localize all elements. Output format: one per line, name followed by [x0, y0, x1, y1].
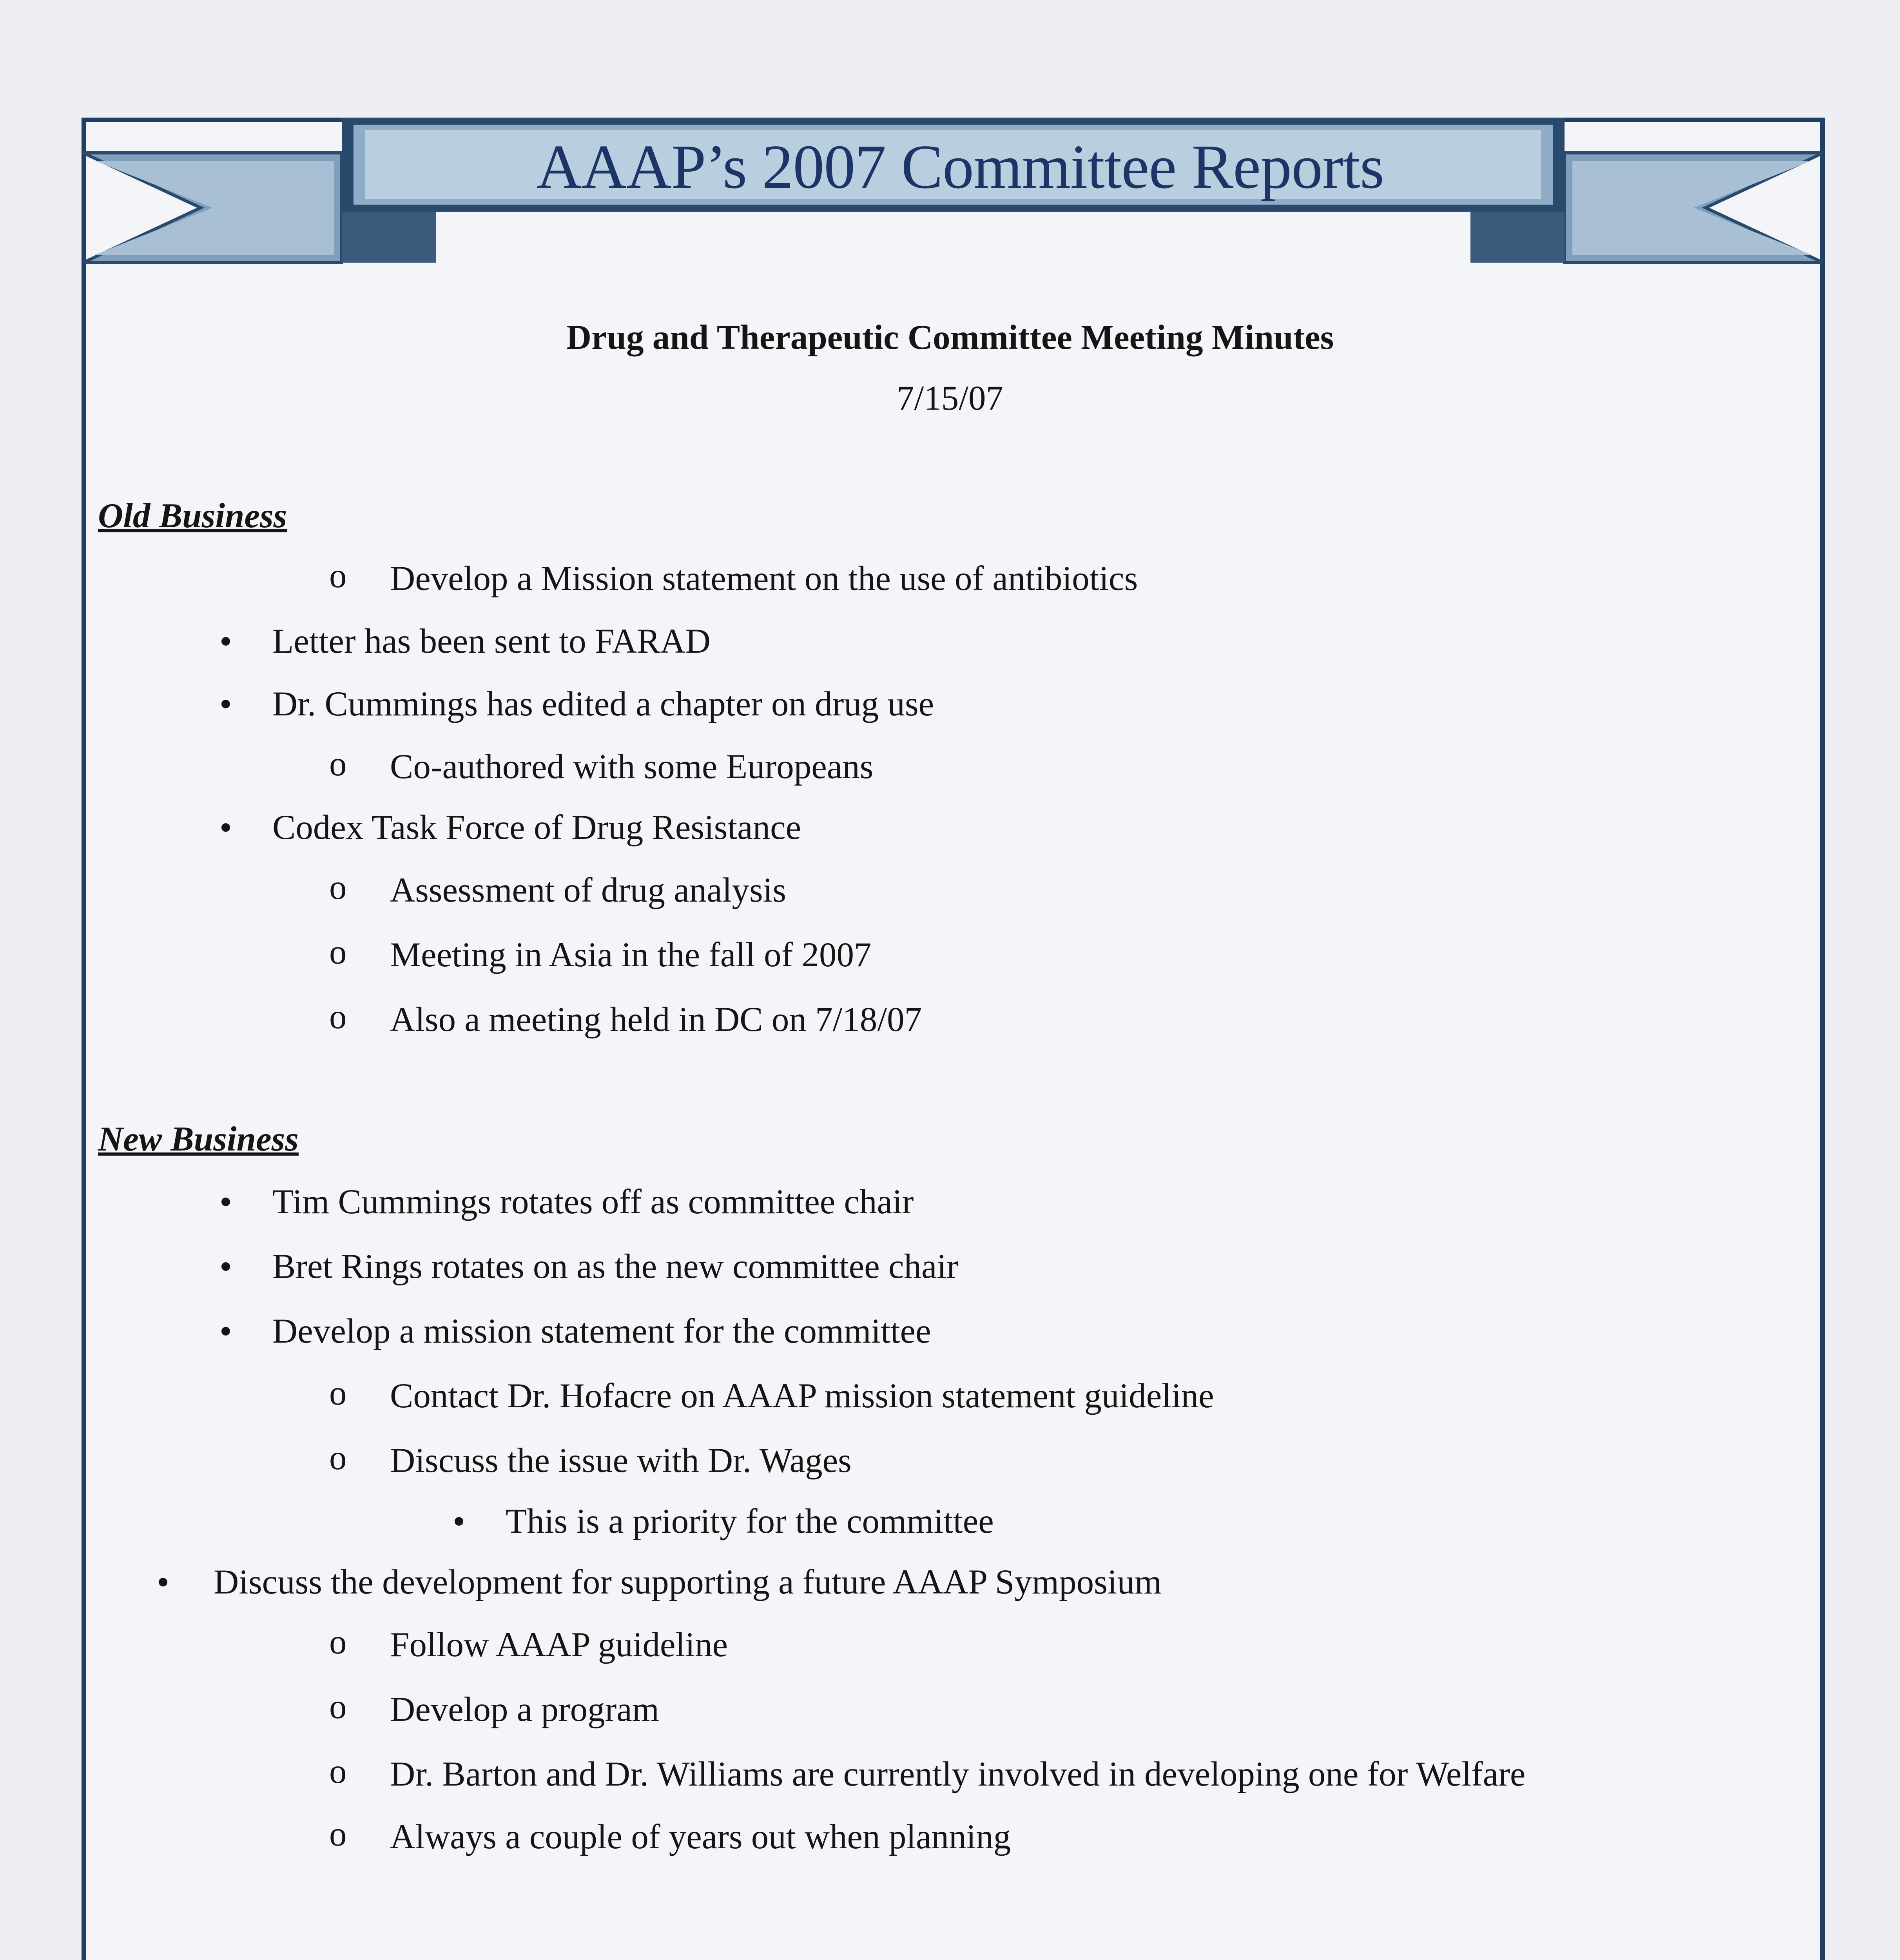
bullet-dot: [221, 1262, 230, 1271]
list-item: o Follow AAAP guideline: [329, 1623, 728, 1664]
hollow-bullet: o: [329, 1752, 347, 1791]
list-item: o Discuss the issue with Dr. Wages: [329, 1439, 852, 1480]
list-item: Develop a mission statement for the committee: [272, 1311, 931, 1351]
old-business-heading: Old Business: [98, 497, 287, 535]
bullet-dot: [221, 637, 230, 646]
bullet-dot: [221, 823, 230, 832]
hollow-bullet: o: [329, 1439, 347, 1477]
list-item: o Meeting in Asia in the fall of 2007: [329, 933, 872, 974]
list-item: o Dr. Barton and Dr. Williams are currently involved in developing one for Welfare: [329, 1752, 1526, 1793]
hollow-bullet: o: [329, 1374, 347, 1412]
list-item: Tim Cummings rotates off as committee chair: [272, 1182, 914, 1222]
meeting-date: 7/15/07: [897, 379, 1003, 417]
hollow-bullet: o: [329, 933, 347, 971]
list-item: o Develop a Mission statement on the use of antibiotics: [329, 557, 1138, 598]
bullet-dot: [221, 700, 230, 708]
bullet-dot: [455, 1517, 463, 1526]
list-item: o Also a meeting held in DC on 7/18/07: [329, 998, 922, 1039]
hollow-bullet: o: [329, 1623, 347, 1661]
document-heading: Drug and Therapeutic Committee Meeting Minutes: [566, 318, 1334, 357]
list-item: o Develop a program: [329, 1688, 660, 1729]
list-item: o Co-authored with some Europeans: [329, 745, 874, 786]
hollow-bullet: o: [329, 998, 347, 1036]
banner-title: AAAP’s 2007 Committee Reports: [536, 132, 1384, 201]
list-item: Bret Rings rotates on as the new committee chair: [272, 1247, 958, 1287]
list-item: Dr. Cummings has edited a chapter on drug use: [272, 684, 934, 724]
list-item: Discuss the development for supporting a future AAAP Symposium: [214, 1562, 1162, 1602]
list-item: o Assessment of drug analysis: [329, 868, 787, 909]
bullet-dot: [159, 1578, 167, 1586]
list-item: o Contact Dr. Hofacre on AAAP mission statement guideline: [329, 1374, 1214, 1415]
bullet-dot: [221, 1198, 230, 1206]
list-item: This is a priority for the committee: [506, 1501, 994, 1541]
list-item: Codex Task Force of Drug Resistance: [272, 808, 801, 848]
hollow-bullet: o: [329, 1815, 347, 1853]
bullet-dot: [221, 1327, 230, 1336]
hollow-bullet: o: [329, 868, 347, 907]
new-business-heading: New Business: [98, 1120, 299, 1158]
hollow-bullet: o: [329, 745, 347, 783]
list-item: o Always a couple of years out when planning: [329, 1815, 1011, 1856]
list-item: Letter has been sent to FARAD: [272, 621, 711, 661]
hollow-bullet: o: [329, 1688, 347, 1726]
hollow-bullet: o: [329, 557, 347, 595]
